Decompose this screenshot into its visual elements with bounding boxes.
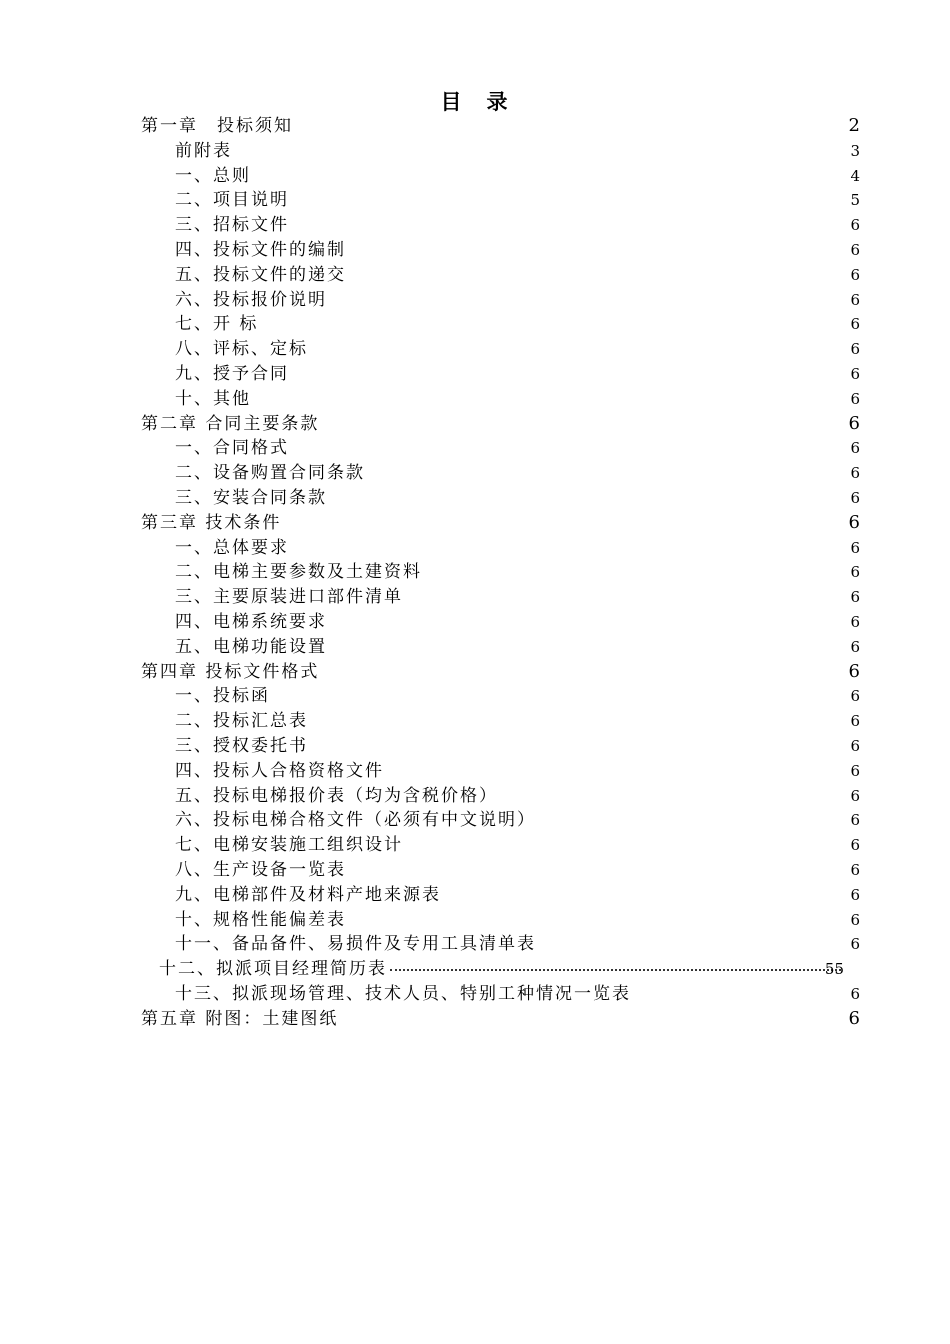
- toc-entry-title: 前附表: [175, 140, 232, 161]
- toc-page-number: 6: [850, 687, 860, 706]
- toc-entry-title: 六、投标报价说明: [175, 289, 327, 310]
- toc-page-number: 4: [850, 166, 860, 185]
- toc-entry-title: 一、投标函: [175, 686, 270, 707]
- toc-chapter-entry[interactable]: [0, 1007, 950, 1031]
- toc-entry-title: 七、电梯安装施工组织设计: [175, 835, 403, 856]
- toc-section-entry[interactable]: [0, 684, 950, 708]
- toc-entry-title: 三、授权委托书: [175, 736, 308, 756]
- toc-page-number: 6: [850, 389, 860, 408]
- toc-page-number: 6: [848, 412, 860, 434]
- toc-section-entry[interactable]: [0, 436, 950, 460]
- toc-page-number: 6: [850, 786, 860, 805]
- toc-chapter-entry[interactable]: [0, 511, 950, 535]
- toc-entry-title: 三、安装合同条款: [175, 488, 327, 508]
- toc-entry-title: 九、电梯部件及材料产地来源表: [175, 884, 441, 905]
- toc-entry-title: 五、投标电梯报价表（均为含税价格）: [175, 785, 498, 806]
- toc-entry-title: 四、投标文件的编制: [175, 240, 346, 260]
- toc-section-entry[interactable]: [0, 362, 950, 386]
- toc-entry-title: 二、投标汇总表: [175, 711, 308, 732]
- toc-section-entry[interactable]: [0, 585, 950, 609]
- toc-page-number: 6: [850, 290, 860, 309]
- toc-section-entry[interactable]: [0, 957, 950, 981]
- toc-chapter-entry[interactable]: [0, 660, 950, 684]
- toc-entry-title: 八、生产设备一览表: [175, 860, 346, 880]
- toc-page-number: 6: [850, 637, 860, 656]
- toc-section-entry[interactable]: [0, 982, 950, 1006]
- toc-dot-leader: [390, 969, 841, 971]
- toc-page-number: 6: [850, 216, 860, 235]
- toc-entry-title: 第一章 投标须知: [141, 116, 293, 136]
- toc-section-entry[interactable]: [0, 312, 950, 336]
- toc-page-number: 6: [850, 761, 860, 780]
- toc-section-entry[interactable]: [0, 213, 950, 237]
- toc-entry-title: 十二、拟派项目经理简历表: [159, 959, 387, 980]
- toc-section-entry[interactable]: [0, 908, 950, 932]
- toc-entry-title: 八、评标、定标: [175, 339, 308, 360]
- toc-entry-title: 二、设备购置合同条款: [175, 463, 365, 484]
- toc-page-number: 55: [824, 960, 844, 979]
- toc-page-number: 6: [850, 315, 860, 334]
- toc-page-number: 6: [850, 588, 860, 607]
- toc-section-entry[interactable]: [0, 288, 950, 312]
- toc-page-number: 6: [850, 910, 860, 929]
- toc-page-number: 6: [850, 365, 860, 383]
- toc-page-number: 6: [850, 340, 860, 359]
- toc-section-entry[interactable]: [0, 883, 950, 907]
- toc-entry-title: 七、开 标: [175, 314, 259, 335]
- toc-section-entry[interactable]: [0, 709, 950, 733]
- toc-section-entry[interactable]: [0, 932, 950, 956]
- toc-section-entry[interactable]: [0, 461, 950, 485]
- toc-entry-title: 五、电梯功能设置: [175, 636, 327, 657]
- toc-page-number: 3: [850, 141, 860, 160]
- toc-page-number: 6: [848, 660, 860, 682]
- toc-page-number: 6: [850, 563, 860, 582]
- toc-page-number: 6: [850, 985, 860, 1003]
- toc-section-entry[interactable]: [0, 387, 950, 411]
- toc-page-number: 6: [850, 538, 860, 557]
- toc-entry-title: 六、投标电梯合格文件（必须有中文说明）: [175, 810, 536, 831]
- toc-page-number: 6: [850, 439, 860, 458]
- toc-section-entry[interactable]: [0, 139, 950, 163]
- toc-chapter-entry[interactable]: [0, 412, 950, 436]
- toc-section-entry[interactable]: [0, 858, 950, 882]
- toc-entry-title: 四、投标人合格资格文件: [175, 760, 384, 781]
- toc-section-entry[interactable]: [0, 833, 950, 857]
- toc-page-number: 6: [850, 265, 860, 284]
- toc-entry-title: 十、其他: [175, 388, 251, 409]
- toc-entry-title: 五、投标文件的递交: [175, 264, 346, 285]
- toc-entry-title: 三、招标文件: [175, 215, 289, 236]
- toc-page-number: 6: [850, 811, 860, 830]
- toc-entry-title: 二、电梯主要参数及土建资料: [175, 562, 422, 583]
- toc-section-entry[interactable]: [0, 560, 950, 584]
- toc-section-entry[interactable]: [0, 808, 950, 832]
- toc-section-entry[interactable]: [0, 536, 950, 560]
- toc-entry-title: 十、规格性能偏差表: [175, 909, 346, 930]
- toc-page-number: 2: [848, 115, 860, 136]
- toc-page-number: 6: [850, 464, 860, 483]
- toc-page-number: 6: [850, 737, 860, 755]
- toc-section-entry[interactable]: [0, 188, 950, 212]
- toc-page-number: 6: [850, 712, 860, 731]
- toc-section-entry[interactable]: [0, 164, 950, 188]
- toc-page-number: 6: [848, 1007, 860, 1029]
- toc-entry-title: 十一、备品备件、易损件及专用工具清单表: [175, 934, 536, 955]
- toc-entry-title: 一、总则: [175, 165, 251, 186]
- toc-section-entry[interactable]: [0, 610, 950, 634]
- toc-section-entry[interactable]: [0, 337, 950, 361]
- toc-entry-title: 九、授予合同: [175, 364, 289, 384]
- toc-page-number: 6: [850, 861, 860, 879]
- toc-page-number: 6: [850, 885, 860, 904]
- toc-page-number: 6: [850, 241, 860, 259]
- toc-section-entry[interactable]: [0, 759, 950, 783]
- toc-page-number: 6: [848, 511, 860, 533]
- toc-entry-title: 二、项目说明: [175, 190, 289, 211]
- toc-entry-title: 第三章 技术条件: [141, 512, 282, 533]
- toc-page-number: 6: [850, 935, 860, 954]
- toc-page-number: 5: [850, 191, 860, 210]
- toc-entry-title: 第四章 投标文件格式: [141, 661, 320, 682]
- toc-section-entry[interactable]: [0, 635, 950, 659]
- toc-section-entry[interactable]: [0, 263, 950, 287]
- toc-entry-title: 一、合同格式: [175, 438, 289, 459]
- page-title: 目 录: [440, 89, 510, 114]
- toc-page-number: 6: [850, 613, 860, 631]
- toc-page-number: 6: [850, 489, 860, 507]
- toc-chapter-entry[interactable]: [0, 114, 950, 138]
- toc-entry-title: 第五章 附图：土建图纸: [141, 1008, 339, 1029]
- toc-entry-title: 一、总体要求: [175, 537, 289, 558]
- toc-entry-title: 四、电梯系统要求: [175, 612, 327, 632]
- toc-entry-title: 三、主要原装进口部件清单: [175, 587, 403, 608]
- toc-page-number: 6: [850, 836, 860, 855]
- toc-entry-title: 十三、拟派现场管理、技术人员、特别工种情况一览表: [175, 984, 631, 1004]
- toc-section-entry[interactable]: [0, 238, 950, 262]
- toc-entry-title: 第二章 合同主要条款: [141, 413, 320, 434]
- toc-section-entry[interactable]: [0, 486, 950, 510]
- toc-section-entry[interactable]: [0, 734, 950, 758]
- toc-section-entry[interactable]: [0, 784, 950, 808]
